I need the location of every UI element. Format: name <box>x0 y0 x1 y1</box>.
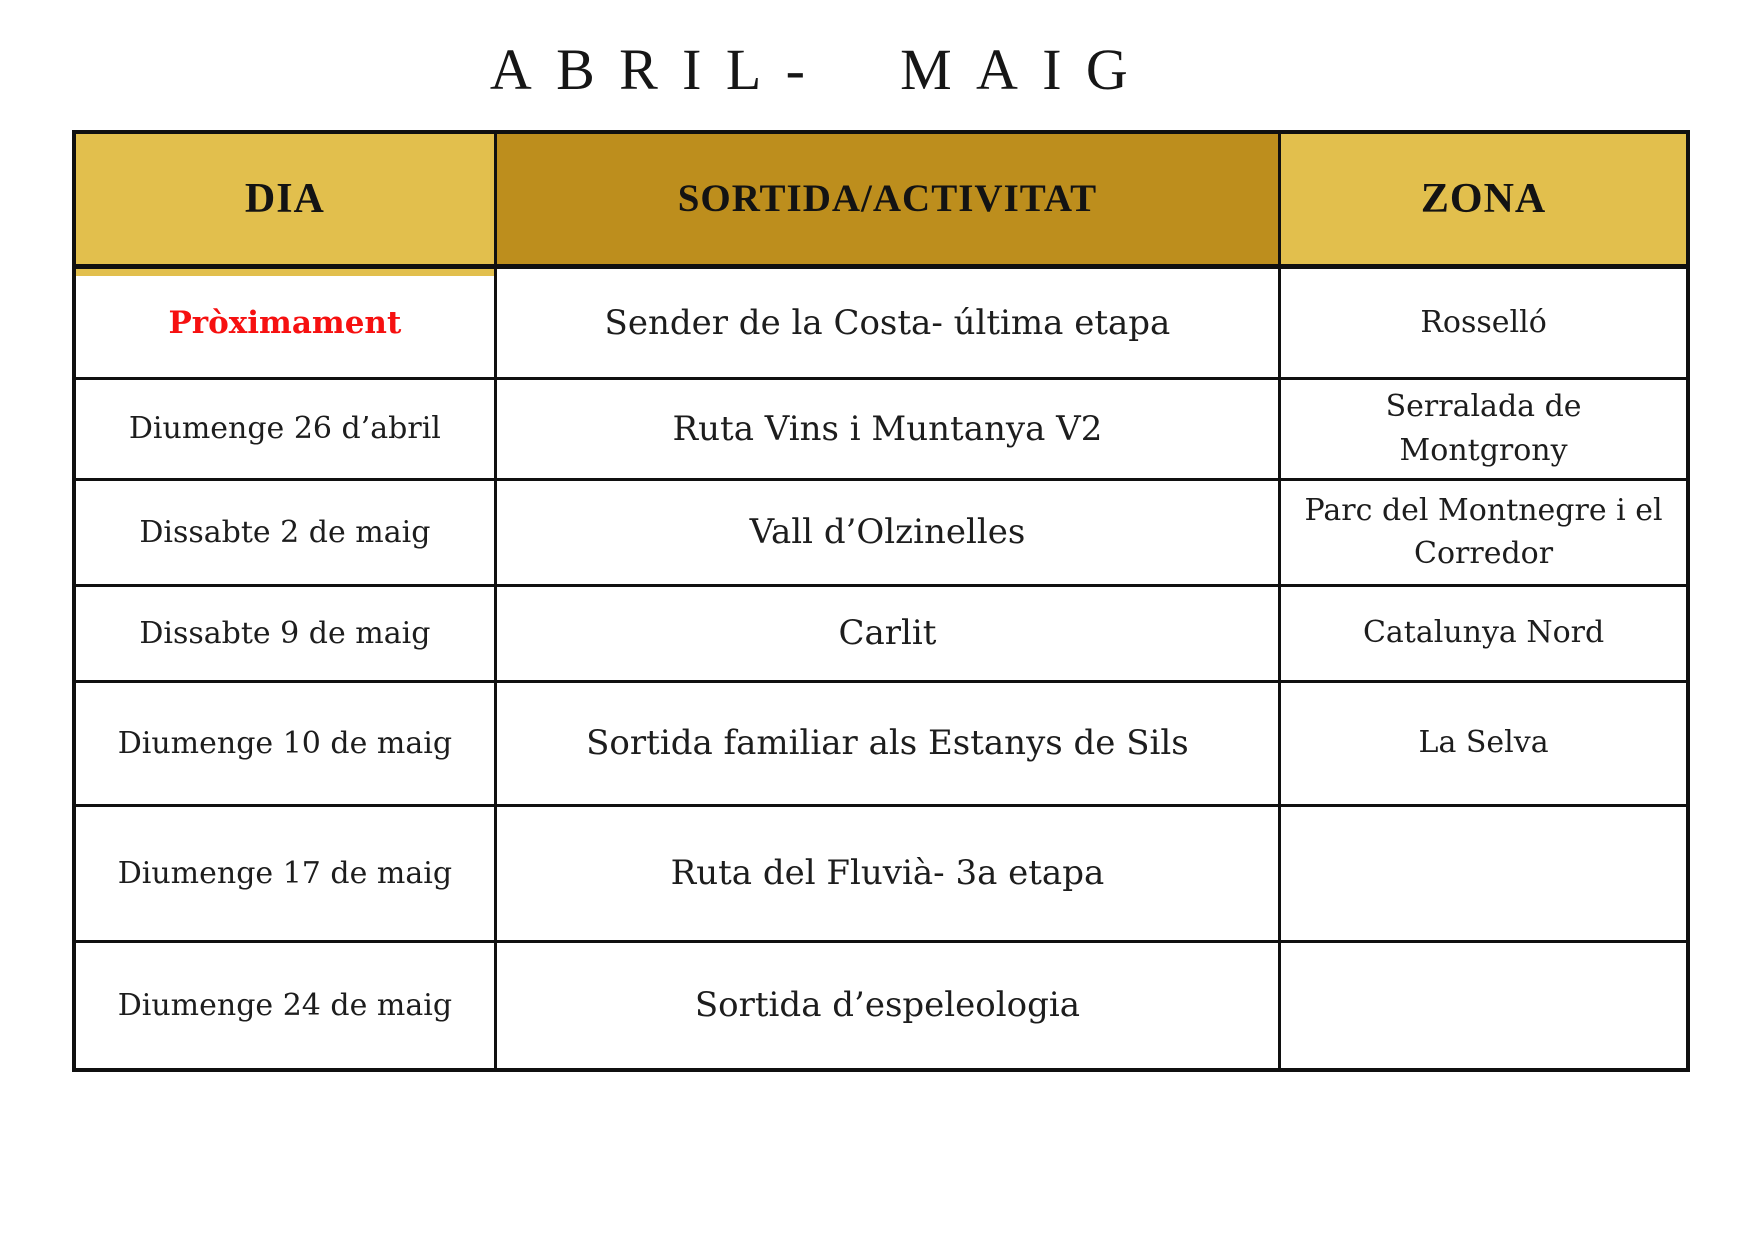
table-row <box>74 266 1688 378</box>
header-row <box>74 132 1688 266</box>
table-row <box>74 585 1688 681</box>
table-row <box>74 805 1688 941</box>
cell-zona: Rosselló <box>1280 266 1688 378</box>
cell-dia: Dissabte 9 de maig <box>74 585 495 681</box>
table-row <box>74 941 1688 1070</box>
cell-dia: Diumenge 10 de maig <box>74 681 495 805</box>
cell-dia: Pròximament <box>74 266 495 378</box>
cell-dia: Diumenge 24 de maig <box>74 941 495 1070</box>
cell-activitat: Carlit <box>495 585 1279 681</box>
cell-dia: Dissabte 2 de maig <box>74 479 495 585</box>
cell-zona: Parc del Montnegre i el Corredor <box>1280 479 1688 585</box>
table-row <box>74 378 1688 479</box>
cell-dia: Diumenge 26 d’abril <box>74 378 495 479</box>
table-header <box>74 132 1688 266</box>
schedule-table <box>72 130 1690 1072</box>
cell-dia: Diumenge 17 de maig <box>74 805 495 941</box>
cell-zona <box>1280 805 1688 941</box>
cell-activitat: Vall d’Olzinelles <box>495 479 1279 585</box>
cell-activitat: Sortida familiar als Estanys de Sils <box>495 681 1279 805</box>
cell-zona: Serralada de Montgrony <box>1280 378 1688 479</box>
cell-activitat: Ruta Vins i Muntanya V2 <box>495 378 1279 479</box>
table-row <box>74 681 1688 805</box>
schedule-table-container <box>72 130 1690 1072</box>
cell-zona: La Selva <box>1280 681 1688 805</box>
column-header-sortida-activitat: SORTIDA/ACTIVITAT <box>495 132 1279 266</box>
cell-activitat: Sortida d’espeleologia <box>495 941 1279 1070</box>
column-header-dia: DIA <box>74 132 495 266</box>
cell-activitat: Sender de la Costa- última etapa <box>495 266 1279 378</box>
column-header-zona: ZONA <box>1280 132 1688 266</box>
table-row <box>74 479 1688 585</box>
table-body <box>74 266 1688 1070</box>
page-title: ABRIL- MAIG <box>489 37 1153 102</box>
cell-activitat: Ruta del Fluvià- 3a etapa <box>495 805 1279 941</box>
cell-zona: Catalunya Nord <box>1280 585 1688 681</box>
cell-zona <box>1280 941 1688 1070</box>
